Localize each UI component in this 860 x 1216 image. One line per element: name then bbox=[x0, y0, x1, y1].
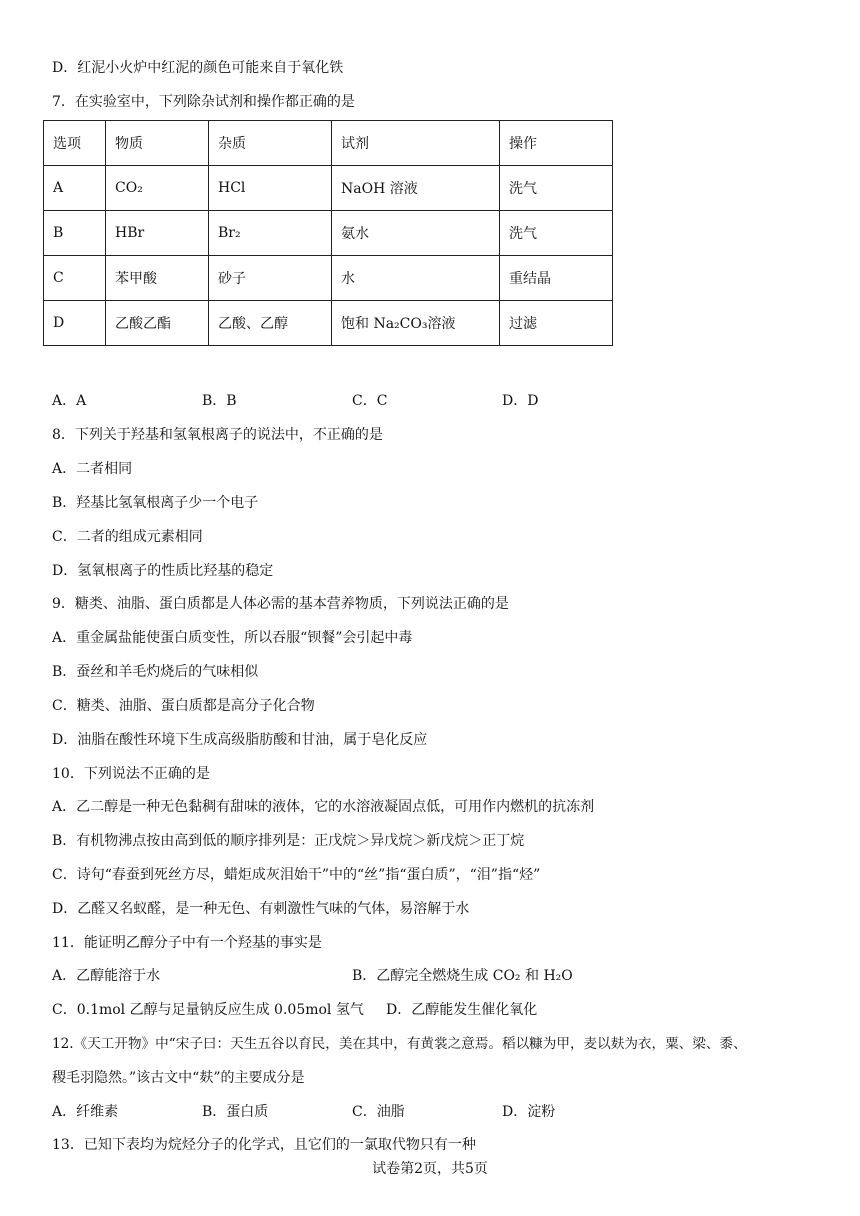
q6-option-d: D．红泥小火炉中红泥的颜色可能来自于氧化铁 bbox=[52, 60, 344, 76]
table-cell: A bbox=[44, 166, 106, 211]
table-row bbox=[44, 166, 613, 211]
q7-stem: 7．在实验室中，下列除杂试剂和操作都正确的是 bbox=[52, 94, 355, 110]
table-cell: 乙酸、乙醇 bbox=[209, 301, 332, 346]
q11-option-a: A．乙醇能溶于水 bbox=[52, 968, 161, 984]
table-header-cell: 试剂 bbox=[332, 121, 500, 166]
table-header-cell: 选项 bbox=[44, 121, 106, 166]
q9-option-a: A．重金属盐能使蛋白质变性，所以吞服“钡餐”会引起中毒 bbox=[52, 630, 413, 646]
table-header-row bbox=[44, 121, 613, 166]
table-cell: NaOH 溶液 bbox=[332, 166, 500, 211]
table-header-cell: 操作 bbox=[500, 121, 613, 166]
table-header-cell: 杂质 bbox=[209, 121, 332, 166]
table-cell: 洗气 bbox=[500, 166, 613, 211]
q12-option-a: A．纤维素 bbox=[52, 1104, 119, 1120]
q7-table bbox=[43, 120, 613, 346]
q8-stem: 8．下列关于羟基和氢氧根离子的说法中，不正确的是 bbox=[52, 427, 383, 443]
table-header-cell: 物质 bbox=[106, 121, 209, 166]
table-cell: B bbox=[44, 211, 106, 256]
q7-option-b: B．B bbox=[202, 393, 237, 409]
q10-option-d: D．乙醛又名蚁醛，是一种无色、有刺激性气味的气体，易溶解于水 bbox=[52, 901, 470, 917]
table-cell: D bbox=[44, 301, 106, 346]
q9-option-d: D．油脂在酸性环境下生成高级脂肪酸和甘油，属于皂化反应 bbox=[52, 732, 428, 748]
q10-option-c: C．诗句“春蚕到死丝方尽，蜡炬成灰泪始干”中的“丝”指“蛋白质”，“泪”指“烃” bbox=[52, 867, 541, 883]
table-cell: C bbox=[44, 256, 106, 301]
table-cell: 苯甲酸 bbox=[106, 256, 209, 301]
table-cell: 过滤 bbox=[500, 301, 613, 346]
q7-option-a: A．A bbox=[52, 393, 87, 409]
q13-stem: 13．已知下表均为烷烃分子的化学式，且它们的一氯取代物只有一种 bbox=[52, 1137, 476, 1153]
table-cell: 砂子 bbox=[209, 256, 332, 301]
q12-stem-line2: 稷毛羽隐然。”该古文中“麸”的主要成分是 bbox=[52, 1070, 305, 1086]
q10-option-a: A．乙二醇是一种无色黏稠有甜味的液体，它的水溶液凝固点低，可用作内燃机的抗冻剂 bbox=[52, 799, 595, 815]
table-cell: Br₂ bbox=[209, 211, 332, 256]
table-cell: 乙酸乙酯 bbox=[106, 301, 209, 346]
table-row bbox=[44, 256, 613, 301]
q11-option-c: C．0.1mol 乙醇与足量钠反应生成 0.05mol 氢气 bbox=[52, 1002, 364, 1018]
q8-option-b: B．羟基比氢氧根离子少一个电子 bbox=[52, 495, 259, 511]
q8-option-a: A．二者相同 bbox=[52, 461, 133, 477]
table-cell: HCl bbox=[209, 166, 332, 211]
q8-option-d: D．氢氧根离子的性质比羟基的稳定 bbox=[52, 563, 274, 579]
table-cell: CO₂ bbox=[106, 166, 209, 211]
q12-option-d: D．淀粉 bbox=[502, 1104, 556, 1120]
table-cell: 饱和 Na₂CO₃溶液 bbox=[332, 301, 500, 346]
q11-option-d: D．乙醇能发生催化氧化 bbox=[386, 1002, 538, 1018]
q10-option-b: B．有机物沸点按由高到低的顺序排列是：正戊烷＞异戊烷＞新戊烷＞正丁烷 bbox=[52, 833, 525, 849]
table-cell: 氨水 bbox=[332, 211, 500, 256]
table-cell: 水 bbox=[332, 256, 500, 301]
q11-stem: 11．能证明乙醇分子中有一个羟基的事实是 bbox=[52, 935, 322, 951]
q11-option-b: B．乙醇完全燃烧生成 CO₂ 和 H₂O bbox=[352, 968, 573, 984]
page-footer: 试卷第2页，共5页 bbox=[372, 1161, 488, 1177]
q9-stem: 9．糖类、油脂、蛋白质都是人体必需的基本营养物质，下列说法正确的是 bbox=[52, 596, 509, 612]
q8-option-c: C．二者的组成元素相同 bbox=[52, 529, 203, 545]
q9-option-b: B．蚕丝和羊毛灼烧后的气味相似 bbox=[52, 664, 259, 680]
q9-option-c: C．糖类、油脂、蛋白质都是高分子化合物 bbox=[52, 698, 315, 714]
q12-option-c: C．油脂 bbox=[352, 1104, 405, 1120]
table-row bbox=[44, 211, 613, 256]
q12-stem-line1: 12.《天工开物》中“宋子曰：天生五谷以育民，美在其中，有黄裳之意焉。稻以糠为甲，麦以麸为衣，粟、梁、黍、 bbox=[52, 1036, 747, 1052]
q7-option-c: C．C bbox=[352, 393, 388, 409]
q12-option-b: B．蛋白质 bbox=[202, 1104, 269, 1120]
table-cell: HBr bbox=[106, 211, 209, 256]
table-cell: 重结晶 bbox=[500, 256, 613, 301]
table-cell: 洗气 bbox=[500, 211, 613, 256]
q10-stem: 10．下列说法不正确的是 bbox=[52, 766, 210, 782]
q7-option-d: D．D bbox=[502, 393, 539, 409]
table-row bbox=[44, 301, 613, 346]
